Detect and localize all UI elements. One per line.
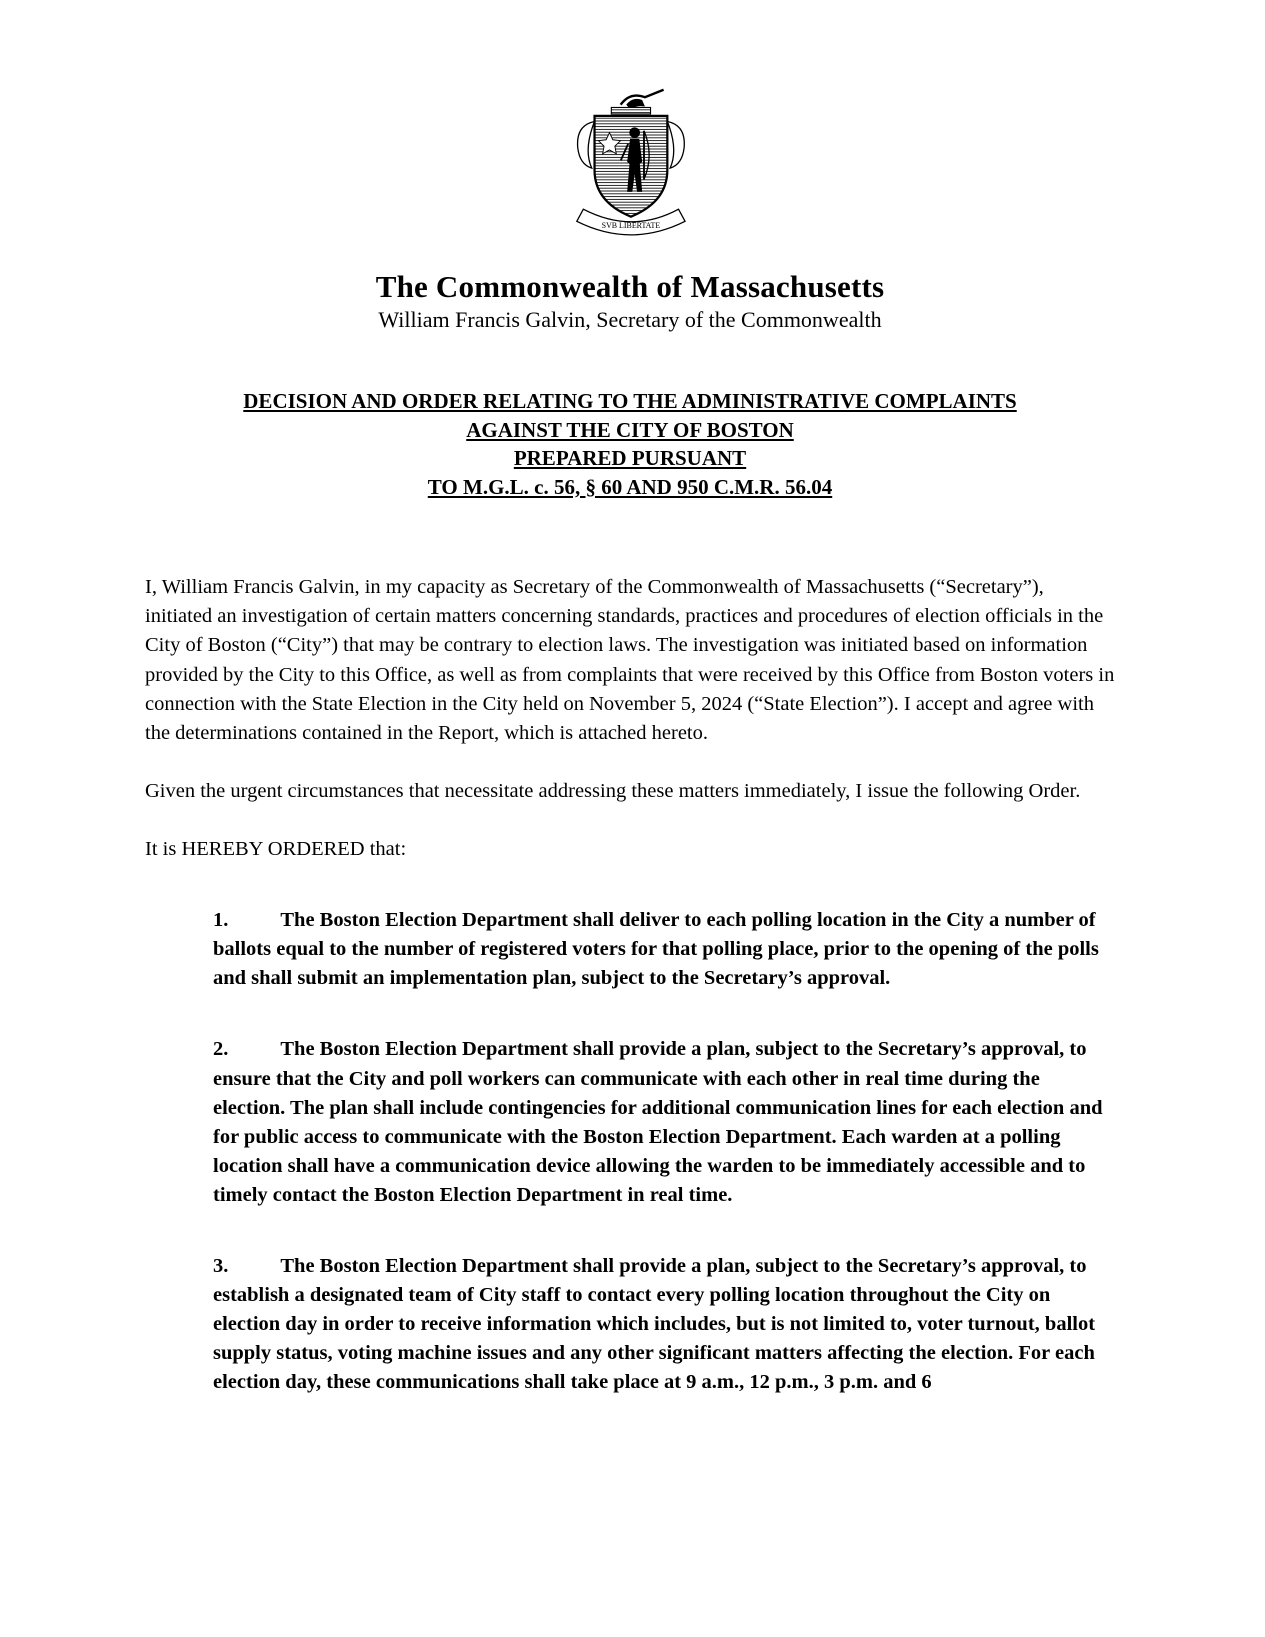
order-item-1	[213, 906, 1115, 993]
ordered-intro: It is HEREBY ORDERED that:	[145, 837, 407, 860]
intro-paragraph: I, William Francis Galvin, in my capacity as Secretary of the Commonwealth of Massachusetts (“Secretary”), initiated an investigation of certain matters concerning standards, practices and procedures of election officials in the City of Boston (“City”) that may be contrary to election laws. The investigation was initiated based on information provided by the City to this Office, as well as from complaints that were received by this Office from Boston voters in connection with the State Election in the City held on November 5, 2024 (“State Election”). I accept and agree with the determinations contained in the Report, which is attached hereto.	[145, 576, 1115, 744]
order-item-2	[213, 1035, 1115, 1210]
page-subtitle: William Francis Galvin, Secretary of the Commonwealth	[378, 307, 882, 332]
massachusetts-state-seal-icon	[145, 86, 1115, 259]
order-item-2-number: 2.	[213, 1038, 229, 1061]
document-heading	[145, 387, 1115, 501]
order-item-3-text: The Boston Election Department shall provide a plan, subject to the Secretary’s approval, to establish a designated team of City staff to contact every polling location throughout the City on election day in order to receive information which includes, but is not limited to, voter turnout, ballot supply status, voting machine issues and any other significant matters affecting the election. For each election day, these communications shall take place at 9 a.m., 12 p.m., 3 p.m. and 6	[213, 1255, 1096, 1394]
order-item-2-text: The Boston Election Department shall provide a plan, subject to the Secretary’s approval, to ensure that the City and poll workers can communicate with each other in real time during the election. The plan shall include contingencies for additional communication lines for each election and for public access to communicate with the Boston Election Department. Each warden at a polling location shall have a communication device allowing the warden to be immediately accessible and to timely contact the Boston Election Department in real time.	[213, 1038, 1103, 1206]
order-item-3	[213, 1252, 1115, 1398]
page-title: The Commonwealth of Massachusetts	[375, 269, 885, 304]
seal-motto-text: SVB LIBERTATE	[601, 220, 661, 230]
order-item-1-number: 1.	[213, 909, 229, 932]
document-body	[145, 573, 1115, 1397]
order-issuance-paragraph: Given the urgent circumstances that necessitate addressing these matters immediately, I issue the following Order.	[145, 779, 1081, 802]
heading-line-4: TO M.G.L. c. 56, § 60 AND 950 C.M.R. 56.04	[427, 474, 833, 499]
heading-line-1: DECISION AND ORDER RELATING TO THE ADMINISTRATIVE COMPLAINTS	[243, 389, 1017, 413]
order-item-3-number: 3.	[213, 1255, 229, 1278]
heading-line-3: PREPARED PURSUANT	[513, 446, 747, 471]
order-item-1-text: The Boston Election Department shall deliver to each polling location in the City a number of ballots equal to the number of registered voters for that polling place, prior to the opening of the polls and shall submit an implementation plan, subject to the Secretary’s approval.	[213, 909, 1099, 990]
heading-line-2: AGAINST THE CITY OF BOSTON	[466, 417, 794, 442]
